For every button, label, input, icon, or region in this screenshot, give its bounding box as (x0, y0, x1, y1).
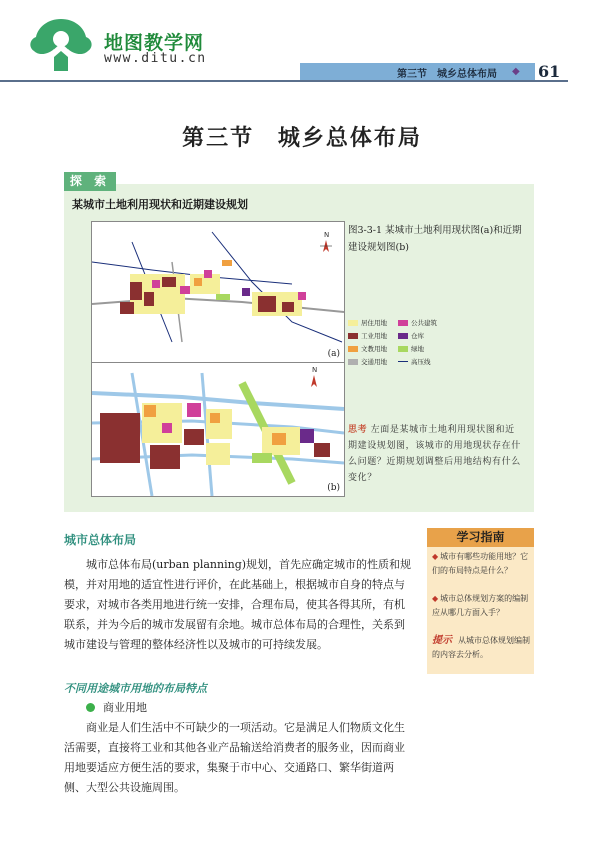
legend-swatch (348, 346, 358, 352)
body-paragraph: 城市总体布局(urban planning)规划，首先应确定城市的性质和规模，并对用地的适宜性进行评价，在此基础上，根据城市自身的特点与要求，对城市各类用地进行统一安排，合理布局，使其各得其所，有机联系，并为今后的城市发展留有余地。城市总体布局的合理性，关系到城市建设与管理的整体经济性以及城市的可持续发展。 (64, 558, 412, 651)
tip-label: 提示 (432, 635, 452, 646)
explore-tab: 探 索 (64, 172, 116, 191)
body-paragraph-2: 商业是人们生活中不可缺少的一项活动。它是满足人们物质文化生活需要，直接将工业和其他各业产品输送给消费者的服务业，因而商业用地要适应方便生活的要求，集聚于市中心、交通路口、繁华街道两侧、大型公共设施周围。 (64, 721, 405, 794)
legend-swatch (348, 320, 358, 326)
bullet-label: 商业用地 (103, 701, 147, 714)
legend-item: 交通用地 (348, 357, 387, 366)
north-arrow-icon (311, 375, 317, 387)
page-title: 第三节 城乡总体布局 (182, 125, 422, 151)
think-text: 左面是某城市土地利用现状图和近期建设规划图，该城市的用地现状存在什么问题？近期规划调整后用地结构有什么变化？ (348, 425, 521, 483)
think-question (348, 422, 524, 486)
section-heading: 城市总体布局 (64, 533, 137, 547)
think-label: 思考 (348, 425, 368, 435)
bullet-item (86, 699, 147, 715)
guide-question-1: ◆ 城市有哪些功能用地？它们的布局特点是什么？ (432, 552, 529, 575)
diamond-icon: ◆ (512, 66, 520, 77)
page-number: 61 (538, 62, 561, 81)
study-guide-title: 学习指南 (427, 528, 534, 547)
legend-item: 居住用地 (348, 318, 387, 327)
tree-logo-icon (26, 13, 96, 75)
diamond-icon: ◆ (432, 594, 439, 603)
legend-swatch (398, 346, 408, 352)
logo-name: 地图教学网 (104, 32, 205, 54)
map-a-label: (a) (327, 349, 340, 359)
guide-question-2: ◆ 城市总体规划方案的编制应从哪几方面入手？ (432, 594, 529, 617)
map-b-label: (b) (327, 483, 340, 493)
north-label-b: N (312, 366, 318, 374)
legend-swatch (348, 359, 358, 365)
legend-item: 仓库 (398, 331, 424, 340)
legend-item: 高压线 (398, 357, 431, 366)
legend-swatch (398, 320, 408, 326)
explore-heading: 某城市土地利用现状和近期建设规划 (72, 198, 248, 211)
north-label-a: N (324, 231, 330, 239)
legend-line (398, 361, 408, 362)
header-section-label: 第三节 城乡总体布局 (397, 69, 497, 80)
guide-tip: 提示 从城市总体规划编制的内容去分析。 (432, 635, 530, 659)
sub-heading: 不同用途城市用地的布局特点 (64, 682, 207, 695)
legend-swatch (398, 333, 408, 339)
figure-caption: 图3-3-1 某城市土地利用现状图(a)和近期建设规划图(b) (348, 225, 522, 253)
legend-swatch (348, 333, 358, 339)
legend-item: 公共建筑 (398, 318, 437, 327)
land-use-map-a (91, 221, 345, 363)
diamond-icon: ◆ (432, 552, 439, 561)
map-a-drawing (92, 222, 344, 362)
legend-item: 绿地 (398, 344, 424, 353)
land-use-map-b (91, 362, 345, 497)
legend-item: 文教用地 (348, 344, 387, 353)
logo-url: www.ditu.cn (104, 51, 207, 66)
bullet-dot-icon (86, 703, 95, 712)
legend-item: 工业用地 (348, 331, 387, 340)
header-rule (0, 80, 568, 82)
map-b-drawing (92, 363, 344, 496)
